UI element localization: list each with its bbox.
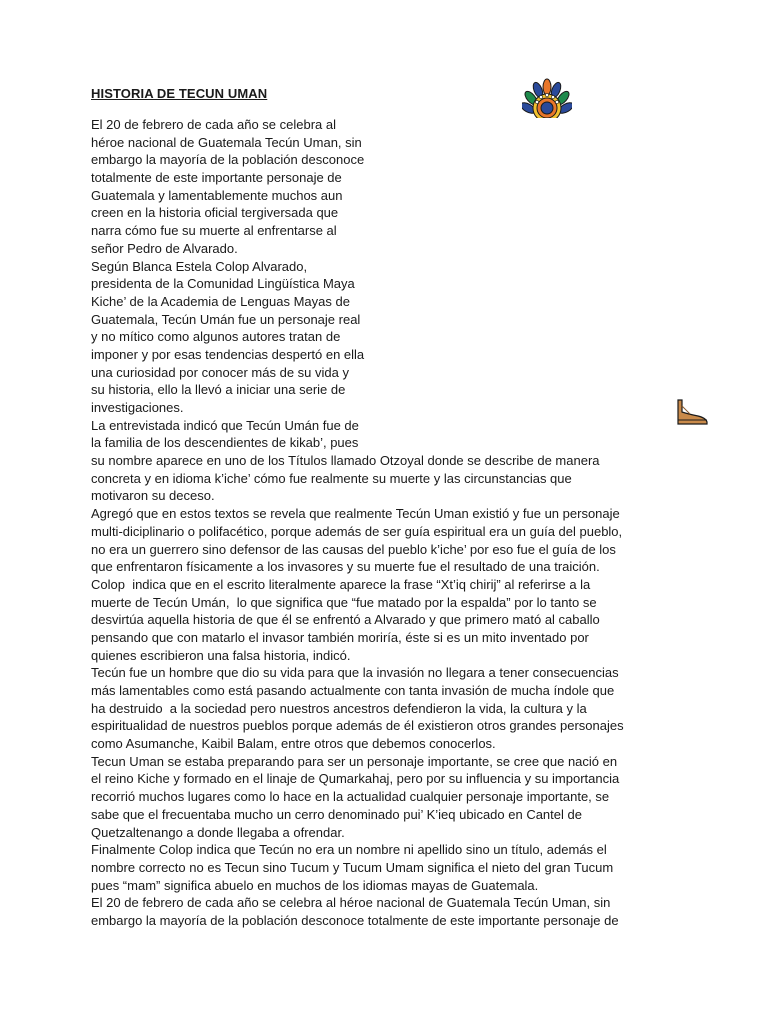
document-line: motivaron su deceso. (91, 488, 215, 504)
document-title: HISTORIA DE TECUN UMAN (91, 86, 268, 101)
document-line: embargo la mayoría de la población desconoce totalmente de este importante personaje de (91, 912, 619, 928)
document-line: ha destruido a la sociedad pero nuestros ancestros defendieron la vida, la cultura y la (91, 700, 587, 716)
document-line: Kiche’ de la Academia de Lenguas Mayas de (91, 293, 350, 309)
document-line: la familia de los descendientes de kikab’, pues (91, 435, 359, 451)
document-line: El 20 de febrero de cada año se celebra al (91, 117, 337, 132)
document-body (91, 116, 624, 930)
document-line: totalmente de este importante personaje de (91, 170, 342, 186)
document-line: Agregó que en estos textos se revela que realmente Tecún Uman existió y fue un personaje (91, 506, 620, 522)
document-line: multi-diciplinario o polifacético, porque además de ser guía espiritual era un guía del pueblo, (91, 523, 623, 539)
document-line: y no mítico como algunos autores tratan de (91, 329, 341, 345)
document-line: su nombre aparece en uno de los Títulos llamado Otzoyal donde se describe de manera (91, 453, 600, 469)
document-line: Quetzaltenango a donde llegaba a ofrendar. (91, 824, 345, 840)
document-line: sabe que el frecuentaba mucho un cerro denominado pui’ K’ieq ubicado en Cantel de (91, 806, 582, 822)
document-line: pues “mam” significa abuelo en muchos de los idiomas mayas de Guatemala. (91, 877, 539, 893)
document-line: Finalmente Colop indica que Tecún no era un nombre ni apellido sino un título, además el (91, 842, 607, 858)
document-line: embargo la mayoría de la población desconoce (91, 152, 365, 168)
document-line: muerte de Tecún Umán, lo que significa que “fue matado por la espalda” por lo tanto se (91, 594, 597, 610)
document-line: no era un guerrero sino defensor de las causas del pueblo k’iche’ por eso fue el guía de los (91, 541, 616, 557)
document-line: desvirtúa aquella historia de que él se enfrentó a Alvarado y que primero mató al caballo (91, 612, 600, 628)
document-line: investigaciones. (91, 400, 184, 415)
document-line: concreta y en idioma k’iche’ cómo fue realmente su muerte y las circunstancias que (91, 470, 572, 486)
document-line: como Asumanche, Kaibil Balam, entre otros que debemos conocerlos. (91, 736, 496, 752)
document-line: presidenta de la Comunidad Lingüística Maya (91, 276, 355, 292)
document-line: narra cómo fue su muerte al enfrentarse al (91, 223, 337, 239)
document-line: El 20 de febrero de cada año se celebra al héroe nacional de Guatemala Tecún Uman, sin (91, 895, 611, 911)
document-line: Guatemala, Tecún Umán fue un personaje real (91, 311, 361, 327)
document-line: más lamentables como está pasando actualmente con tanta invasión de mucha índole que (91, 683, 615, 698)
document-line: Tecún fue un hombre que dio su vida para que la invasión no llegara a tener consecuencias (91, 665, 619, 681)
document-line: Según Blanca Estela Colop Alvarado, (91, 258, 308, 274)
document-line: nombre correcto no es Tecun sino Tucum y Tucum Umam significa el nieto del gran Tucum (91, 859, 614, 875)
document-line: imponer y por esas tendencias despertó en ella (91, 346, 365, 362)
sandal-icon (676, 396, 708, 426)
document-line: héroe nacional de Guatemala Tecún Uman, sin (91, 134, 362, 150)
document-line: el reino Kiche y formado en el linaje de Qumarkahaj, pero por su influencia y su importancia (91, 771, 620, 787)
feathered-headdress-icon (522, 78, 572, 118)
document-line: señor Pedro de Alvarado. (91, 240, 238, 256)
document-line: pensando que con matarlo el invasor también moriría, éste si es un mito inventado por (91, 629, 589, 645)
document-line: espiritualidad de nuestros pueblos porque además de él existieron otros grandes personajes (91, 718, 624, 734)
document-line: su historia, ello la llevó a iniciar una serie de (91, 382, 346, 398)
document-line: creen en la historia oficial tergiversada que (91, 205, 339, 221)
document-line: recorrió muchos lugares como lo hace en la actualidad cualquier personaje importante, se (91, 789, 610, 805)
document-line: La entrevistada indicó que Tecún Umán fue de (91, 417, 359, 433)
document-line: Guatemala y lamentablemente muchos aun (91, 187, 343, 203)
document-line: quienes escribieron una falsa historia, indicó. (91, 647, 351, 663)
document-line: Tecun Uman se estaba preparando para ser un personaje importante, se cree que nació en (91, 753, 618, 769)
document-line: Colop indica que en el escrito literalmente aparece la frase “Xt’iq chirij” al referirse a la (91, 576, 591, 592)
document-line: una curiosidad por conocer más de su vida y (91, 364, 349, 380)
document-line: que enfrentaron físicamente a los invasores y su muerte fue el resultado de una traición. (91, 559, 600, 575)
